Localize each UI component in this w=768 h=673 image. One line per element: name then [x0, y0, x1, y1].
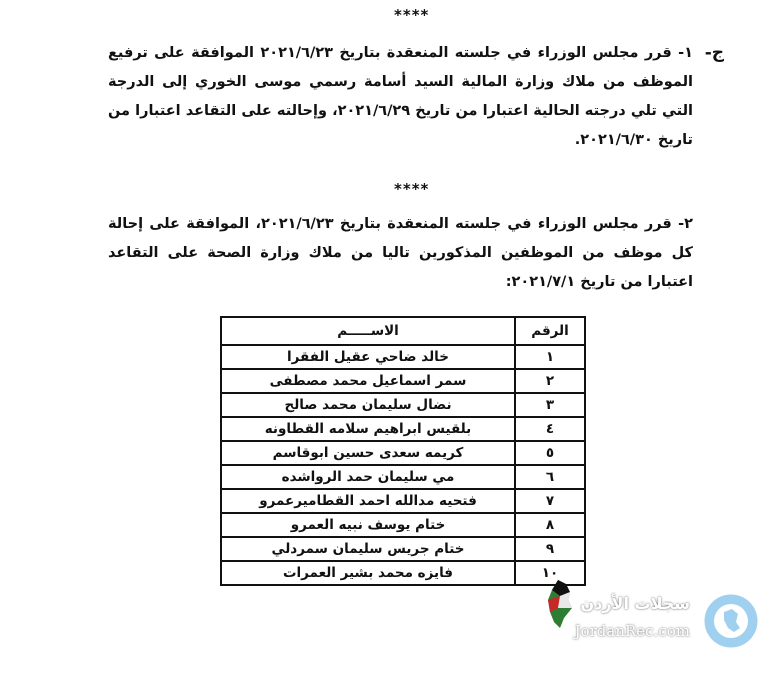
row-name: فتحيه مدالله احمد القطاميرعمرو	[221, 489, 515, 513]
row-number: ٧	[515, 489, 585, 513]
row-number: ٣	[515, 393, 585, 417]
row-number: ٢	[515, 369, 585, 393]
row-number: ٨	[515, 513, 585, 537]
decree-2	[108, 210, 693, 297]
decree-2-text: قرر مجلس الوزراء في جلسته المنعقدة بتاريخ ٢٠٢١/٦/٢٣، الموافقة على إحالة كل موظف من الموظفين المذكورين تاليا من ملاك وزارة الصحة على التقاعد اعتبارا من تاريخ ٢٠٢١/٧/١:	[108, 216, 693, 290]
row-number: ٩	[515, 537, 585, 561]
table-row	[221, 513, 585, 537]
header-number: الرقم	[515, 317, 585, 345]
row-number: ٤	[515, 417, 585, 441]
watermark-arabic-text: سجلات الأردن	[580, 594, 690, 613]
employees-table	[220, 316, 586, 586]
row-name: سمر اسماعيل محمد مصطفى	[221, 369, 515, 393]
decree-1-text: قرر مجلس الوزراء في جلسته المنعقدة بتاريخ ٢٠٢١/٦/٢٣ الموافقة على ترفيع الموظف من ملاك وزارة المالية السيد أسامة رسمي موسى الخوري إلى الدرجة التي تلي درجته الحالية اعتبارا من تاريخ ٢٠٢١/٦/٢٩، وإحالته على التقاعد اعتبارا من تاريخ ٢٠٢١/٦/٣٠.	[108, 45, 693, 148]
table-row	[221, 345, 585, 369]
row-name: ختام جريس سليمان سمردلي	[221, 537, 515, 561]
table-row	[221, 441, 585, 465]
separator-stars: ****	[394, 6, 430, 24]
row-number: ١	[515, 345, 585, 369]
row-name: خالد ضاحي عقيل الفقرا	[221, 345, 515, 369]
table-row	[221, 537, 585, 561]
row-name: مي سليمان حمد الرواشده	[221, 465, 515, 489]
row-name: نضال سليمان محمد صالح	[221, 393, 515, 417]
decree-1	[108, 39, 693, 155]
table-row	[221, 393, 585, 417]
table-row	[221, 489, 585, 513]
decree-1-number: ١-	[678, 45, 693, 61]
watermark-latin-text: JordanRec.com	[574, 622, 690, 640]
header-name: الاســـــم	[221, 317, 515, 345]
jordanrec-watermark[interactable]	[540, 572, 768, 673]
row-name: بلقيس ابراهيم سلامه القطاونه	[221, 417, 515, 441]
separator-stars: ****	[394, 180, 430, 198]
table-row	[221, 465, 585, 489]
table-row	[221, 561, 585, 585]
section-marker: ج-	[704, 43, 724, 63]
row-number: ٥	[515, 441, 585, 465]
jordan-flag-map-icon	[544, 578, 574, 630]
row-name: فايزه محمد بشير العمرات	[221, 561, 515, 585]
table-row	[221, 369, 585, 393]
table-row	[221, 417, 585, 441]
row-name: كريمه سعدى حسين ابوقاسم	[221, 441, 515, 465]
decree-2-number: ٢-	[678, 216, 693, 232]
table-header-row	[221, 317, 585, 345]
row-number: ١٠	[515, 561, 585, 585]
row-number: ٦	[515, 465, 585, 489]
row-name: ختام يوسف نبيه العمرو	[221, 513, 515, 537]
globe-icon	[700, 590, 762, 652]
